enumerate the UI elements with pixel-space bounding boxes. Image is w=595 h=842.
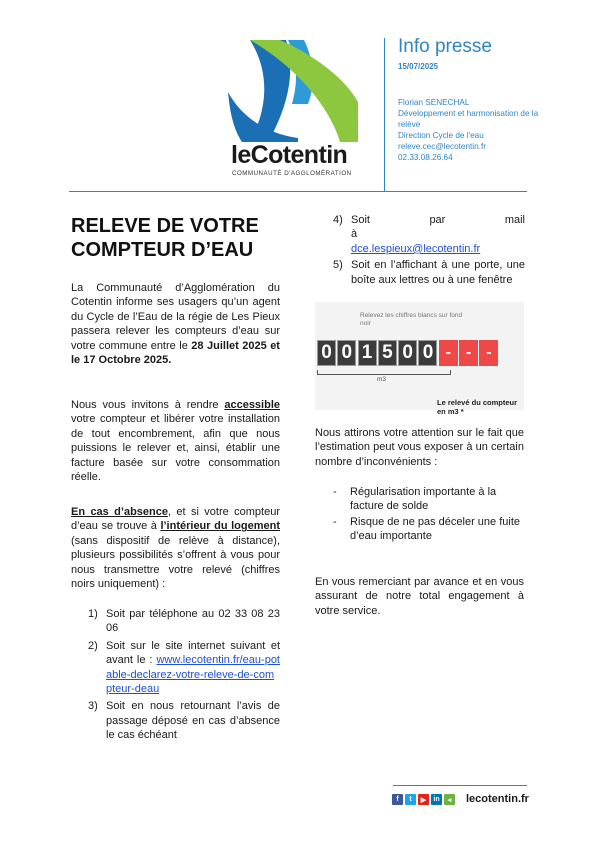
meter-digits xyxy=(317,340,500,366)
option-text: Soit par mail à xyxy=(351,214,525,241)
meter-digit: 0 xyxy=(398,340,417,366)
absence-text-mid: , et si votre compteur d’eau se trouve à xyxy=(71,506,280,533)
twitter-icon[interactable]: t xyxy=(405,794,416,805)
list-item xyxy=(88,639,280,697)
social-icons xyxy=(392,794,457,805)
contact-phone: 02.33.08.26.64 xyxy=(398,153,453,162)
intro-text: La Communauté d’Agglomération du Cotentin informe ses usagers qu’un agent du Cycle de l’Eau de la régie de Les Pieux passera relever les compteurs d’eau sur votre commune entre le xyxy=(71,282,280,352)
intro-paragraph xyxy=(71,281,280,367)
meter-digit: 0 xyxy=(337,340,356,366)
contact-block xyxy=(398,97,558,163)
info-presse-title: Info presse xyxy=(398,36,492,57)
option-text: Soit en l’affichant à une porte, une boîte aux lettres ou à une fenêtre xyxy=(351,259,525,286)
contact-name: Florian SENECHAL xyxy=(398,98,470,107)
email-link[interactable]: dce.lespieux@lecotentin.fr xyxy=(351,242,481,255)
option-text: Soit sur le site internet suivant et avant le : xyxy=(106,639,280,667)
press-date: 15/07/2025 xyxy=(398,62,439,71)
brand-name: leCotentin xyxy=(231,141,348,169)
contact-email[interactable]: releve.cec@lecotentin.fr xyxy=(398,142,486,151)
meter-digit: 1 xyxy=(358,340,377,366)
list-item xyxy=(88,699,280,742)
option-text: Soit en nous retournant l’avis de passage déposé en cas d’absence le cas échéant xyxy=(106,700,280,742)
linkedin-icon[interactable]: in xyxy=(431,794,442,805)
youtube-icon[interactable]: ▶ xyxy=(418,794,429,805)
list-number: 2) xyxy=(88,639,98,652)
header-horizontal-divider xyxy=(69,191,527,192)
dash-bullet: - xyxy=(333,486,337,498)
list-number: 4) xyxy=(333,214,343,226)
meter-digit-red: - xyxy=(479,340,498,366)
meter-digit: 0 xyxy=(317,340,336,366)
page-title: RELEVE DE VOTRE COMPTEUR D’EAU xyxy=(71,215,259,261)
intro-dates: 28 Juillet 2025 et le 17 Octobre 2025. xyxy=(71,339,280,367)
list-item xyxy=(333,485,525,514)
list-item xyxy=(333,258,525,287)
options-list-right xyxy=(333,213,525,287)
options-list-left xyxy=(88,607,280,743)
warning-paragraph: Nous attirons votre attention sur le fait que l’estimation peut vous exposer à un certain nombre d’inconvénients : xyxy=(315,427,524,468)
drawback-text: Régularisation importante à la facture de solde xyxy=(350,486,497,513)
access-text-after: votre compteur et libérer votre installation de tout encombrement, afin que nous puissions le relever et, ainsi, établir une facture basée sur votre consommation réelle. xyxy=(71,413,280,484)
access-text-before: Nous vous invitons à rendre xyxy=(71,399,225,411)
list-number: 3) xyxy=(88,700,98,713)
meter-illustration xyxy=(315,302,524,416)
list-item xyxy=(333,213,525,256)
dash-bullet: - xyxy=(333,515,337,528)
meter-digit: 0 xyxy=(418,340,437,366)
header-vertical-divider xyxy=(384,38,385,191)
list-number: 1) xyxy=(88,608,98,620)
meter-hint: Relevez les chiffres blancs sur fond noir xyxy=(360,312,463,327)
accessible-word: accessible xyxy=(224,399,280,411)
list-item xyxy=(333,515,525,544)
absence-heading: En cas d’absence xyxy=(71,506,168,518)
access-paragraph xyxy=(71,398,280,484)
absence-paragraph xyxy=(71,505,280,591)
meter-caption: Le relevé du compteur en m3 * xyxy=(437,398,518,416)
option-text: Soit par téléphone au 02 33 08 23 06 xyxy=(106,608,280,635)
drawbacks-list xyxy=(333,485,525,544)
meter-bracket xyxy=(317,370,451,375)
interior-heading: l’intérieur du logement xyxy=(160,520,280,533)
drawback-text: Risque de ne pas déceler une fuite d’eau importante xyxy=(350,515,521,543)
footer-site[interactable]: lecotentin.fr xyxy=(466,793,529,805)
closing-paragraph: En vous remerciant par avance et en vous assurant de notre total engagement à votre service. xyxy=(315,576,524,617)
list-item xyxy=(88,607,280,636)
absence-text-after: (sans dispositif de relève à distance), plusieurs possibilités s’offrent à vous pour nous transmettre votre relevé (chiffres noirs uniquement) : xyxy=(71,534,280,591)
list-number: 5) xyxy=(333,259,343,272)
website-link[interactable]: www.lecotentin.fr/eau-potable-declarez-votre-releve-de-compteur-deau xyxy=(106,654,280,696)
meter-digit: 5 xyxy=(378,340,397,366)
contact-role: Développement et harmonisation de la relève xyxy=(398,109,539,129)
app-icon[interactable]: ◂ xyxy=(444,794,455,805)
lecotentin-logo-icon xyxy=(228,38,358,144)
meter-digit-red: - xyxy=(439,340,458,366)
meter-unit: m3 xyxy=(377,376,387,383)
meter-digit-red: - xyxy=(459,340,478,366)
contact-direction: Direction Cycle de l'eau xyxy=(398,131,484,140)
brand-subtitle: COMMUNAUTÉ D'AGGLOMÉRATION xyxy=(232,170,352,177)
footer-divider xyxy=(393,785,527,786)
facebook-icon[interactable]: f xyxy=(392,794,403,805)
